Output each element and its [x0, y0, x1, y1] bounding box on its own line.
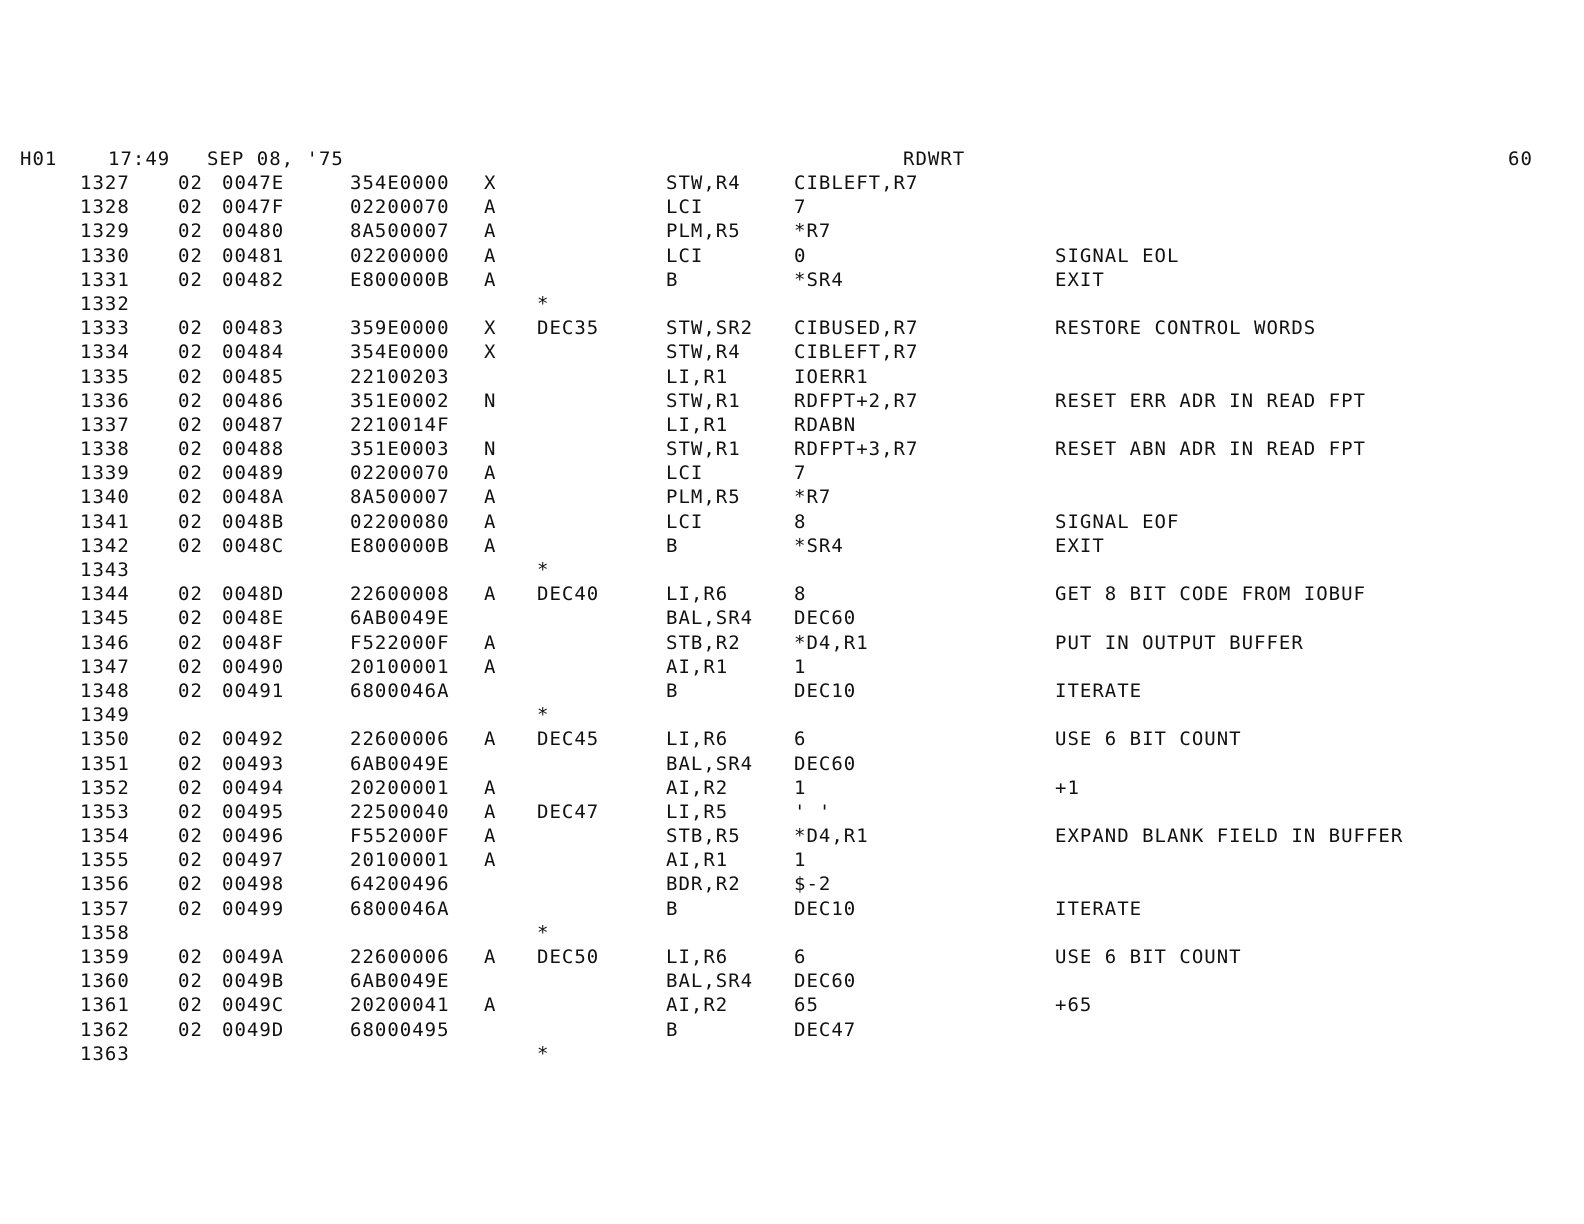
opcode-field: AI,R2: [666, 776, 729, 799]
section-code: 02: [178, 752, 203, 775]
section-code: 02: [178, 825, 203, 848]
operand-field: 6: [794, 946, 807, 968]
listing-row: [0, 1043, 1584, 1067]
comment-field: EXIT: [1055, 268, 1105, 291]
object-code: 351E0003: [350, 438, 450, 461]
line-number: 1346: [80, 631, 130, 654]
listing-row: [0, 172, 1584, 196]
operand-field: RDFPT+3,R7: [794, 438, 919, 461]
address: 0049B: [222, 970, 285, 993]
section-code: 02: [178, 244, 203, 267]
line-number: 1356: [80, 873, 130, 896]
relocation-flag: X: [484, 172, 497, 194]
listing-row: [0, 873, 1584, 897]
address: 0047F: [222, 196, 285, 219]
address: 00490: [222, 655, 285, 678]
object-code: 6800046A: [350, 679, 450, 702]
operand-field: *R7: [794, 486, 832, 509]
address: 00489: [222, 462, 285, 485]
relocation-flag: A: [484, 244, 497, 267]
object-code: F522000F: [350, 631, 450, 654]
line-number: 1347: [80, 655, 130, 678]
section-code: 02: [178, 1018, 203, 1041]
object-code: 6AB0049E: [350, 970, 450, 993]
line-number: 1343: [80, 559, 130, 581]
listing-row: [0, 462, 1584, 486]
address: 00483: [222, 317, 285, 340]
listing-row: [0, 825, 1584, 849]
operand-field: 8: [794, 583, 807, 606]
object-code: 20100001: [350, 655, 450, 678]
opcode-field: STW,R1: [666, 438, 741, 461]
object-code: 02200080: [350, 510, 450, 533]
relocation-flag: A: [484, 800, 497, 823]
address: 00484: [222, 341, 285, 364]
line-number: 1363: [80, 1042, 130, 1065]
object-code: 22500040: [350, 800, 450, 823]
listing-row: [0, 293, 1584, 317]
relocation-flag: A: [484, 994, 497, 1017]
relocation-flag: A: [484, 462, 497, 485]
object-code: 02200000: [350, 244, 450, 267]
comment-field: RESET ERR ADR IN READ FPT: [1055, 389, 1366, 412]
line-number: 1354: [80, 825, 130, 848]
line-number: 1329: [80, 220, 130, 243]
operand-field: RDFPT+2,R7: [794, 389, 919, 412]
listing-row: [0, 511, 1584, 535]
line-number: 1358: [80, 921, 130, 944]
line-number: 1328: [80, 196, 130, 219]
comment-field: SIGNAL EOL: [1055, 244, 1180, 267]
opcode-field: STB,R2: [666, 631, 741, 654]
listing-row: [0, 220, 1584, 244]
address: 0048B: [222, 510, 285, 533]
section-code: 02: [178, 897, 203, 920]
line-number: 1349: [80, 704, 130, 727]
section-code: 02: [178, 873, 203, 896]
relocation-flag: A: [484, 631, 497, 654]
line-number: 1340: [80, 486, 130, 509]
object-code: 8A500007: [350, 220, 450, 243]
listing-row: [0, 341, 1584, 365]
object-code: 20100001: [350, 849, 450, 872]
operand-field: 8: [794, 510, 807, 533]
line-number: 1352: [80, 776, 130, 799]
opcode-field: BAL,SR4: [666, 752, 754, 775]
object-code: 20200041: [350, 994, 450, 1017]
header-time: 17:49: [108, 148, 171, 170]
line-number: 1330: [80, 244, 130, 267]
listing-row: [0, 922, 1584, 946]
object-code: 351E0002: [350, 389, 450, 412]
address: 0049C: [222, 994, 285, 1017]
object-code: 8A500007: [350, 486, 450, 509]
address: 00481: [222, 244, 285, 267]
section-code: 02: [178, 389, 203, 412]
object-code: 02200070: [350, 462, 450, 485]
line-number: 1336: [80, 389, 130, 412]
relocation-flag: A: [484, 655, 497, 678]
object-code: 359E0000: [350, 317, 450, 340]
operand-field: *R7: [794, 220, 832, 243]
relocation-flag: A: [484, 728, 497, 751]
object-code: 354E0000: [350, 172, 450, 194]
comment-field: SIGNAL EOF: [1055, 510, 1180, 533]
operand-field: 1: [794, 849, 807, 872]
opcode-field: BDR,R2: [666, 873, 741, 896]
operand-field: 1: [794, 776, 807, 799]
listing-row: [0, 898, 1584, 922]
operand-field: CIBUSED,R7: [794, 317, 919, 340]
label-field: *: [537, 921, 550, 944]
comment-field: GET 8 BIT CODE FROM IOBUF: [1055, 583, 1366, 606]
address: 0048C: [222, 534, 285, 557]
address: 00492: [222, 728, 285, 751]
address: 00495: [222, 800, 285, 823]
address: 00497: [222, 849, 285, 872]
relocation-flag: A: [484, 268, 497, 291]
operand-field: CIBLEFT,R7: [794, 172, 919, 194]
relocation-flag: X: [484, 341, 497, 364]
opcode-field: AI,R2: [666, 994, 729, 1017]
operand-field: 1: [794, 655, 807, 678]
opcode-field: BAL,SR4: [666, 970, 754, 993]
address: 00485: [222, 365, 285, 388]
operand-field: *D4,R1: [794, 825, 869, 848]
operand-field: *SR4: [794, 268, 844, 291]
comment-field: EXPAND BLANK FIELD IN BUFFER: [1055, 825, 1404, 848]
comment-field: ITERATE: [1055, 679, 1143, 702]
address: 00493: [222, 752, 285, 775]
listing-row: [0, 196, 1584, 220]
section-code: 02: [178, 679, 203, 702]
line-number: 1327: [80, 172, 130, 194]
address: 00496: [222, 825, 285, 848]
opcode-field: LI,R6: [666, 946, 729, 968]
object-code: 354E0000: [350, 341, 450, 364]
line-number: 1353: [80, 800, 130, 823]
comment-field: +1: [1055, 776, 1080, 799]
address: 0049D: [222, 1018, 285, 1041]
operand-field: 6: [794, 728, 807, 751]
opcode-field: B: [666, 268, 679, 291]
object-code: 22600008: [350, 583, 450, 606]
listing-row: [0, 607, 1584, 631]
object-code: 22100203: [350, 365, 450, 388]
line-number: 1357: [80, 897, 130, 920]
listing-row: [0, 583, 1584, 607]
address: 0047E: [222, 172, 285, 194]
listing-row: [0, 849, 1584, 873]
line-number: 1348: [80, 679, 130, 702]
listing-row: [0, 970, 1584, 994]
listing-row: [0, 704, 1584, 728]
listing-row: [0, 777, 1584, 801]
label-field: DEC47: [537, 800, 600, 823]
section-code: 02: [178, 970, 203, 993]
operand-field: RDABN: [794, 413, 857, 436]
address: 00498: [222, 873, 285, 896]
section-code: 02: [178, 849, 203, 872]
operand-field: *SR4: [794, 534, 844, 557]
operand-field: 0: [794, 244, 807, 267]
object-code: 22600006: [350, 946, 450, 968]
object-code: 68000495: [350, 1018, 450, 1041]
object-code: 2210014F: [350, 413, 450, 436]
section-code: 02: [178, 776, 203, 799]
relocation-flag: A: [484, 776, 497, 799]
comment-field: PUT IN OUTPUT BUFFER: [1055, 631, 1304, 654]
operand-field: 7: [794, 196, 807, 219]
section-code: 02: [178, 462, 203, 485]
comment-field: RESTORE CONTROL WORDS: [1055, 317, 1317, 340]
comment-field: USE 6 BIT COUNT: [1055, 946, 1242, 968]
operand-field: DEC60: [794, 607, 857, 630]
listing-row: [0, 390, 1584, 414]
listing-row: [0, 366, 1584, 390]
opcode-field: B: [666, 679, 679, 702]
address: 0048E: [222, 607, 285, 630]
line-number: 1335: [80, 365, 130, 388]
operand-field: 7: [794, 462, 807, 485]
line-number: 1341: [80, 510, 130, 533]
operand-field: 65: [794, 994, 819, 1017]
line-number: 1344: [80, 583, 130, 606]
object-code: 6AB0049E: [350, 607, 450, 630]
section-code: 02: [178, 510, 203, 533]
section-code: 02: [178, 317, 203, 340]
relocation-flag: A: [484, 583, 497, 606]
listing-row: [0, 1019, 1584, 1043]
section-code: 02: [178, 631, 203, 654]
relocation-flag: N: [484, 389, 497, 412]
line-number: 1345: [80, 607, 130, 630]
assembly-listing: [0, 172, 1584, 1067]
operand-field: DEC10: [794, 679, 857, 702]
address: 00480: [222, 220, 285, 243]
operand-field: IOERR1: [794, 365, 869, 388]
line-number: 1331: [80, 268, 130, 291]
opcode-field: STW,R4: [666, 172, 741, 194]
label-field: DEC50: [537, 946, 600, 968]
listing-row: [0, 245, 1584, 269]
opcode-field: LI,R1: [666, 413, 729, 436]
page-header: [0, 148, 1584, 170]
section-code: 02: [178, 800, 203, 823]
operand-field: $-2: [794, 873, 832, 896]
address: 0048F: [222, 631, 285, 654]
opcode-field: STW,SR2: [666, 317, 754, 340]
listing-row: [0, 269, 1584, 293]
comment-field: USE 6 BIT COUNT: [1055, 728, 1242, 751]
label-field: *: [537, 1042, 550, 1065]
line-number: 1333: [80, 317, 130, 340]
section-code: 02: [178, 534, 203, 557]
operand-field: CIBLEFT,R7: [794, 341, 919, 364]
object-code: 22600006: [350, 728, 450, 751]
label-field: DEC40: [537, 583, 600, 606]
line-number: 1361: [80, 994, 130, 1017]
opcode-field: AI,R1: [666, 849, 729, 872]
section-code: 02: [178, 365, 203, 388]
operand-field: ' ': [794, 800, 832, 823]
listing-row: [0, 559, 1584, 583]
opcode-field: STW,R4: [666, 341, 741, 364]
listing-row: [0, 656, 1584, 680]
section-code: 02: [178, 172, 203, 194]
listing-row: [0, 753, 1584, 777]
label-field: *: [537, 292, 550, 315]
relocation-flag: A: [484, 486, 497, 509]
comment-field: ITERATE: [1055, 897, 1143, 920]
opcode-field: B: [666, 1018, 679, 1041]
opcode-field: LCI: [666, 462, 704, 485]
operand-field: DEC47: [794, 1018, 857, 1041]
listing-row: [0, 486, 1584, 510]
opcode-field: LI,R6: [666, 583, 729, 606]
opcode-field: BAL,SR4: [666, 607, 754, 630]
opcode-field: LI,R1: [666, 365, 729, 388]
line-number: 1337: [80, 413, 130, 436]
section-code: 02: [178, 341, 203, 364]
opcode-field: LI,R5: [666, 800, 729, 823]
listing-row: [0, 946, 1584, 970]
relocation-flag: X: [484, 317, 497, 340]
object-code: 02200070: [350, 196, 450, 219]
address: 00482: [222, 268, 285, 291]
opcode-field: LI,R6: [666, 728, 729, 751]
section-code: 02: [178, 196, 203, 219]
listing-row: [0, 317, 1584, 341]
relocation-flag: A: [484, 825, 497, 848]
listing-row: [0, 728, 1584, 752]
section-code: 02: [178, 994, 203, 1017]
comment-field: EXIT: [1055, 534, 1105, 557]
section-code: 02: [178, 413, 203, 436]
opcode-field: B: [666, 534, 679, 557]
opcode-field: B: [666, 897, 679, 920]
address: 00499: [222, 897, 285, 920]
line-number: 1338: [80, 438, 130, 461]
relocation-flag: A: [484, 534, 497, 557]
listing-row: [0, 414, 1584, 438]
operand-field: DEC10: [794, 897, 857, 920]
opcode-field: STB,R5: [666, 825, 741, 848]
section-code: 02: [178, 438, 203, 461]
section-code: 02: [178, 728, 203, 751]
address: 00486: [222, 389, 285, 412]
listing-row: [0, 632, 1584, 656]
listing-row: [0, 994, 1584, 1018]
opcode-field: LCI: [666, 196, 704, 219]
listing-row: [0, 438, 1584, 462]
line-number: 1342: [80, 534, 130, 557]
operand-field: *D4,R1: [794, 631, 869, 654]
header-date: SEP 08, '75: [207, 148, 344, 170]
label-field: DEC35: [537, 317, 600, 340]
section-code: 02: [178, 583, 203, 606]
object-code: 20200001: [350, 776, 450, 799]
section-code: 02: [178, 946, 203, 968]
page-number: 60: [1508, 148, 1533, 170]
listing-row: [0, 801, 1584, 825]
header-id: H01: [20, 148, 58, 170]
section-code: 02: [178, 220, 203, 243]
section-code: 02: [178, 486, 203, 509]
relocation-flag: A: [484, 849, 497, 872]
opcode-field: PLM,R5: [666, 220, 741, 243]
section-code: 02: [178, 607, 203, 630]
section-code: 02: [178, 655, 203, 678]
line-number: 1360: [80, 970, 130, 993]
object-code: E800000B: [350, 268, 450, 291]
line-number: 1332: [80, 292, 130, 315]
relocation-flag: A: [484, 510, 497, 533]
line-number: 1359: [80, 946, 130, 968]
operand-field: DEC60: [794, 970, 857, 993]
relocation-flag: A: [484, 196, 497, 219]
line-number: 1351: [80, 752, 130, 775]
address: 00488: [222, 438, 285, 461]
relocation-flag: N: [484, 438, 497, 461]
address: 0048A: [222, 486, 285, 509]
line-number: 1362: [80, 1018, 130, 1041]
opcode-field: AI,R1: [666, 655, 729, 678]
label-field: *: [537, 704, 550, 727]
relocation-flag: A: [484, 220, 497, 243]
address: 0049A: [222, 946, 285, 968]
label-field: DEC45: [537, 728, 600, 751]
operand-field: DEC60: [794, 752, 857, 775]
address: 0048D: [222, 583, 285, 606]
label-field: *: [537, 559, 550, 581]
header-title: RDWRT: [903, 148, 966, 170]
address: 00494: [222, 776, 285, 799]
opcode-field: LCI: [666, 510, 704, 533]
line-number: 1334: [80, 341, 130, 364]
relocation-flag: A: [484, 946, 497, 968]
object-code: 6800046A: [350, 897, 450, 920]
object-code: E800000B: [350, 534, 450, 557]
comment-field: +65: [1055, 994, 1093, 1017]
listing-row: [0, 680, 1584, 704]
opcode-field: LCI: [666, 244, 704, 267]
object-code: F552000F: [350, 825, 450, 848]
section-code: 02: [178, 268, 203, 291]
address: 00491: [222, 679, 285, 702]
comment-field: RESET ABN ADR IN READ FPT: [1055, 438, 1366, 461]
line-number: 1339: [80, 462, 130, 485]
opcode-field: PLM,R5: [666, 486, 741, 509]
opcode-field: STW,R1: [666, 389, 741, 412]
object-code: 6AB0049E: [350, 752, 450, 775]
listing-row: [0, 535, 1584, 559]
object-code: 64200496: [350, 873, 450, 896]
line-number: 1355: [80, 849, 130, 872]
address: 00487: [222, 413, 285, 436]
line-number: 1350: [80, 728, 130, 751]
